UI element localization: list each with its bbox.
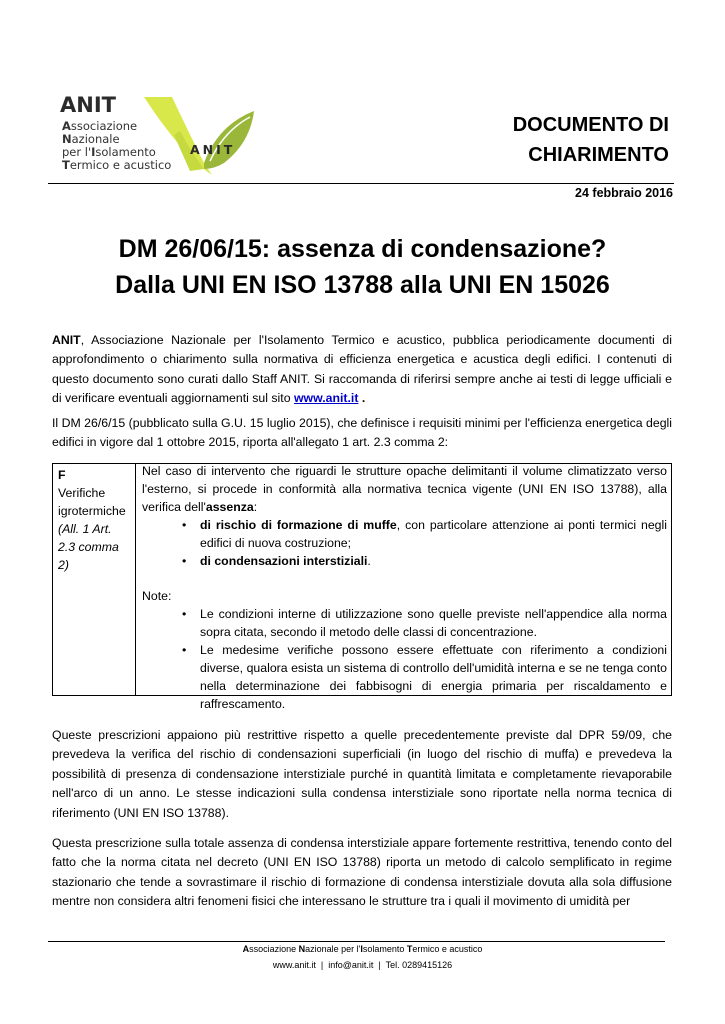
document-date: 24 febbraio 2016: [575, 186, 673, 200]
logo-line-termico: Termico e acustico: [62, 158, 172, 172]
logo-wordmark: ANIT: [190, 142, 236, 157]
document-type: [513, 110, 669, 170]
table-ref-2: 2.3 comma: [58, 540, 119, 554]
logo-line-associazione: Associazione: [62, 119, 138, 133]
logo-line-nazionale: Nazionale: [62, 132, 120, 146]
restrictive-paragraph: Questa prescrizione sulla totale assenza di condensa interstiziale appare fortemente restrittiva, tenendo conto del fatto che la norma citata nel decreto (UNI EN ISO 13788) riporta un metodo di calcolo semplificato in regime stazionario che tende a sovrastimare il rischio di formazione di condensa interstiziale dovuta alla sola diffusione mentre non considera altri fenomeni fisici che interessano le strutture tra i quali il movimento di umidità per: [52, 836, 672, 909]
footer-organization: Associazione Nazionale per l'Isolamento Termico e acustico: [242, 944, 483, 954]
logo-leaf-graphic: [142, 95, 257, 175]
footer-divider: [48, 941, 665, 942]
table-code: F: [58, 468, 66, 482]
note-item-2: • Le medesime verifiche possono essere effettuate con riferimento a condizioni diverse, qualora esista un sistema di controllo dell'umidità interna e se ne tenga conto nella determinazione dei fabbisogni di energia primaria per riscaldamento e raffrescamento.: [182, 643, 667, 711]
table-ref-3: 2): [58, 558, 69, 572]
dpr-paragraph: Queste prescrizioni appaiono più restrittive rispetto a quelle precedentemente previste dal DPR 59/09, che prevedeva la verifica del rischio di condensazioni superficiali (in luogo del rischio di muffa) e prevedeva la possibilità di presenza di condensazione interstiziale purché in quantità limitata e completamente rievaporabile nell'arco di un anno. Le stesse indicazioni sulla condensa interstiziale sono riportate nella norma tecnica di riferimento (UNI EN ISO 13788).: [52, 728, 672, 820]
doc-type-line1: DOCUMENTO DI: [512, 114, 669, 136]
logo-line-isolamento: per l'Isolamento: [62, 145, 156, 159]
table-intro-text: Nel caso di intervento che riguardi le strutture opache delimitanti il volume climatizzato verso l'esterno, si procede in conformità alla normativa tecnica vigente (UNI EN ISO 13788), alla verifica dell'assenza:: [142, 464, 667, 514]
table-right-cell: [137, 464, 676, 713]
header-divider: [48, 183, 674, 184]
requirements-table: [52, 463, 672, 711]
table-ref-1: (All. 1 Art.: [58, 522, 112, 536]
note-item-1: • Le condizioni interne di utilizzazione sono quelle previste nell'appendice alla norma sopra citata, secondo il metodo delle classi di concentrazione.: [182, 607, 667, 639]
anit-logo: [60, 93, 255, 175]
document-title: [0, 231, 725, 303]
footer-contacts: www.anit.it | info@anit.it | Tel. 0289415126: [272, 960, 453, 970]
bullet-muffe: • di rischio di formazione di muffe, con particolare attenzione ai ponti termici negli edifici di nuova costruzione;: [182, 518, 667, 550]
anit-website-link[interactable]: www.anit.it: [293, 391, 359, 406]
intro-paragraph: ANIT, Associazione Nazionale per l'Isolamento Termico e acustico, pubblica periodicamente documenti di approfondimento o chiarimento sulla normativa di efficienza energetica e acustica degli edifici. I contenuti di questo documento sono curati dallo Staff ANIT. Si raccomanda di riferirsi sempre anche ai testi di legge ufficiali e di verificare eventuali aggiornamenti sul sito www.anit.it .: [52, 333, 672, 406]
bullet-condensazioni: • di condensazioni interstiziali.: [182, 554, 371, 568]
note-label: Note:: [142, 589, 172, 603]
table-label-1: Verifiche: [58, 486, 106, 500]
doc-type-line2: CHIARIMENTO: [528, 144, 669, 166]
title-line2: Dalla UNI EN ISO 13788 alla UNI EN 15026: [115, 271, 610, 299]
logo-title: ANIT: [60, 93, 116, 117]
table-label-2: igrotermiche: [58, 504, 126, 518]
table-left-cell: [53, 464, 136, 695]
dm-paragraph: Il DM 26/6/15 (pubblicato sulla G.U. 15 luglio 2015), che definisce i requisiti minimi per l'efficienza energetica degli edifici in vigore dal 1 ottobre 2015, riporta all'allegato 1 art. 2.3 comma 2:: [52, 416, 672, 450]
title-line1: DM 26/06/15: assenza di condensazione?: [118, 235, 607, 263]
